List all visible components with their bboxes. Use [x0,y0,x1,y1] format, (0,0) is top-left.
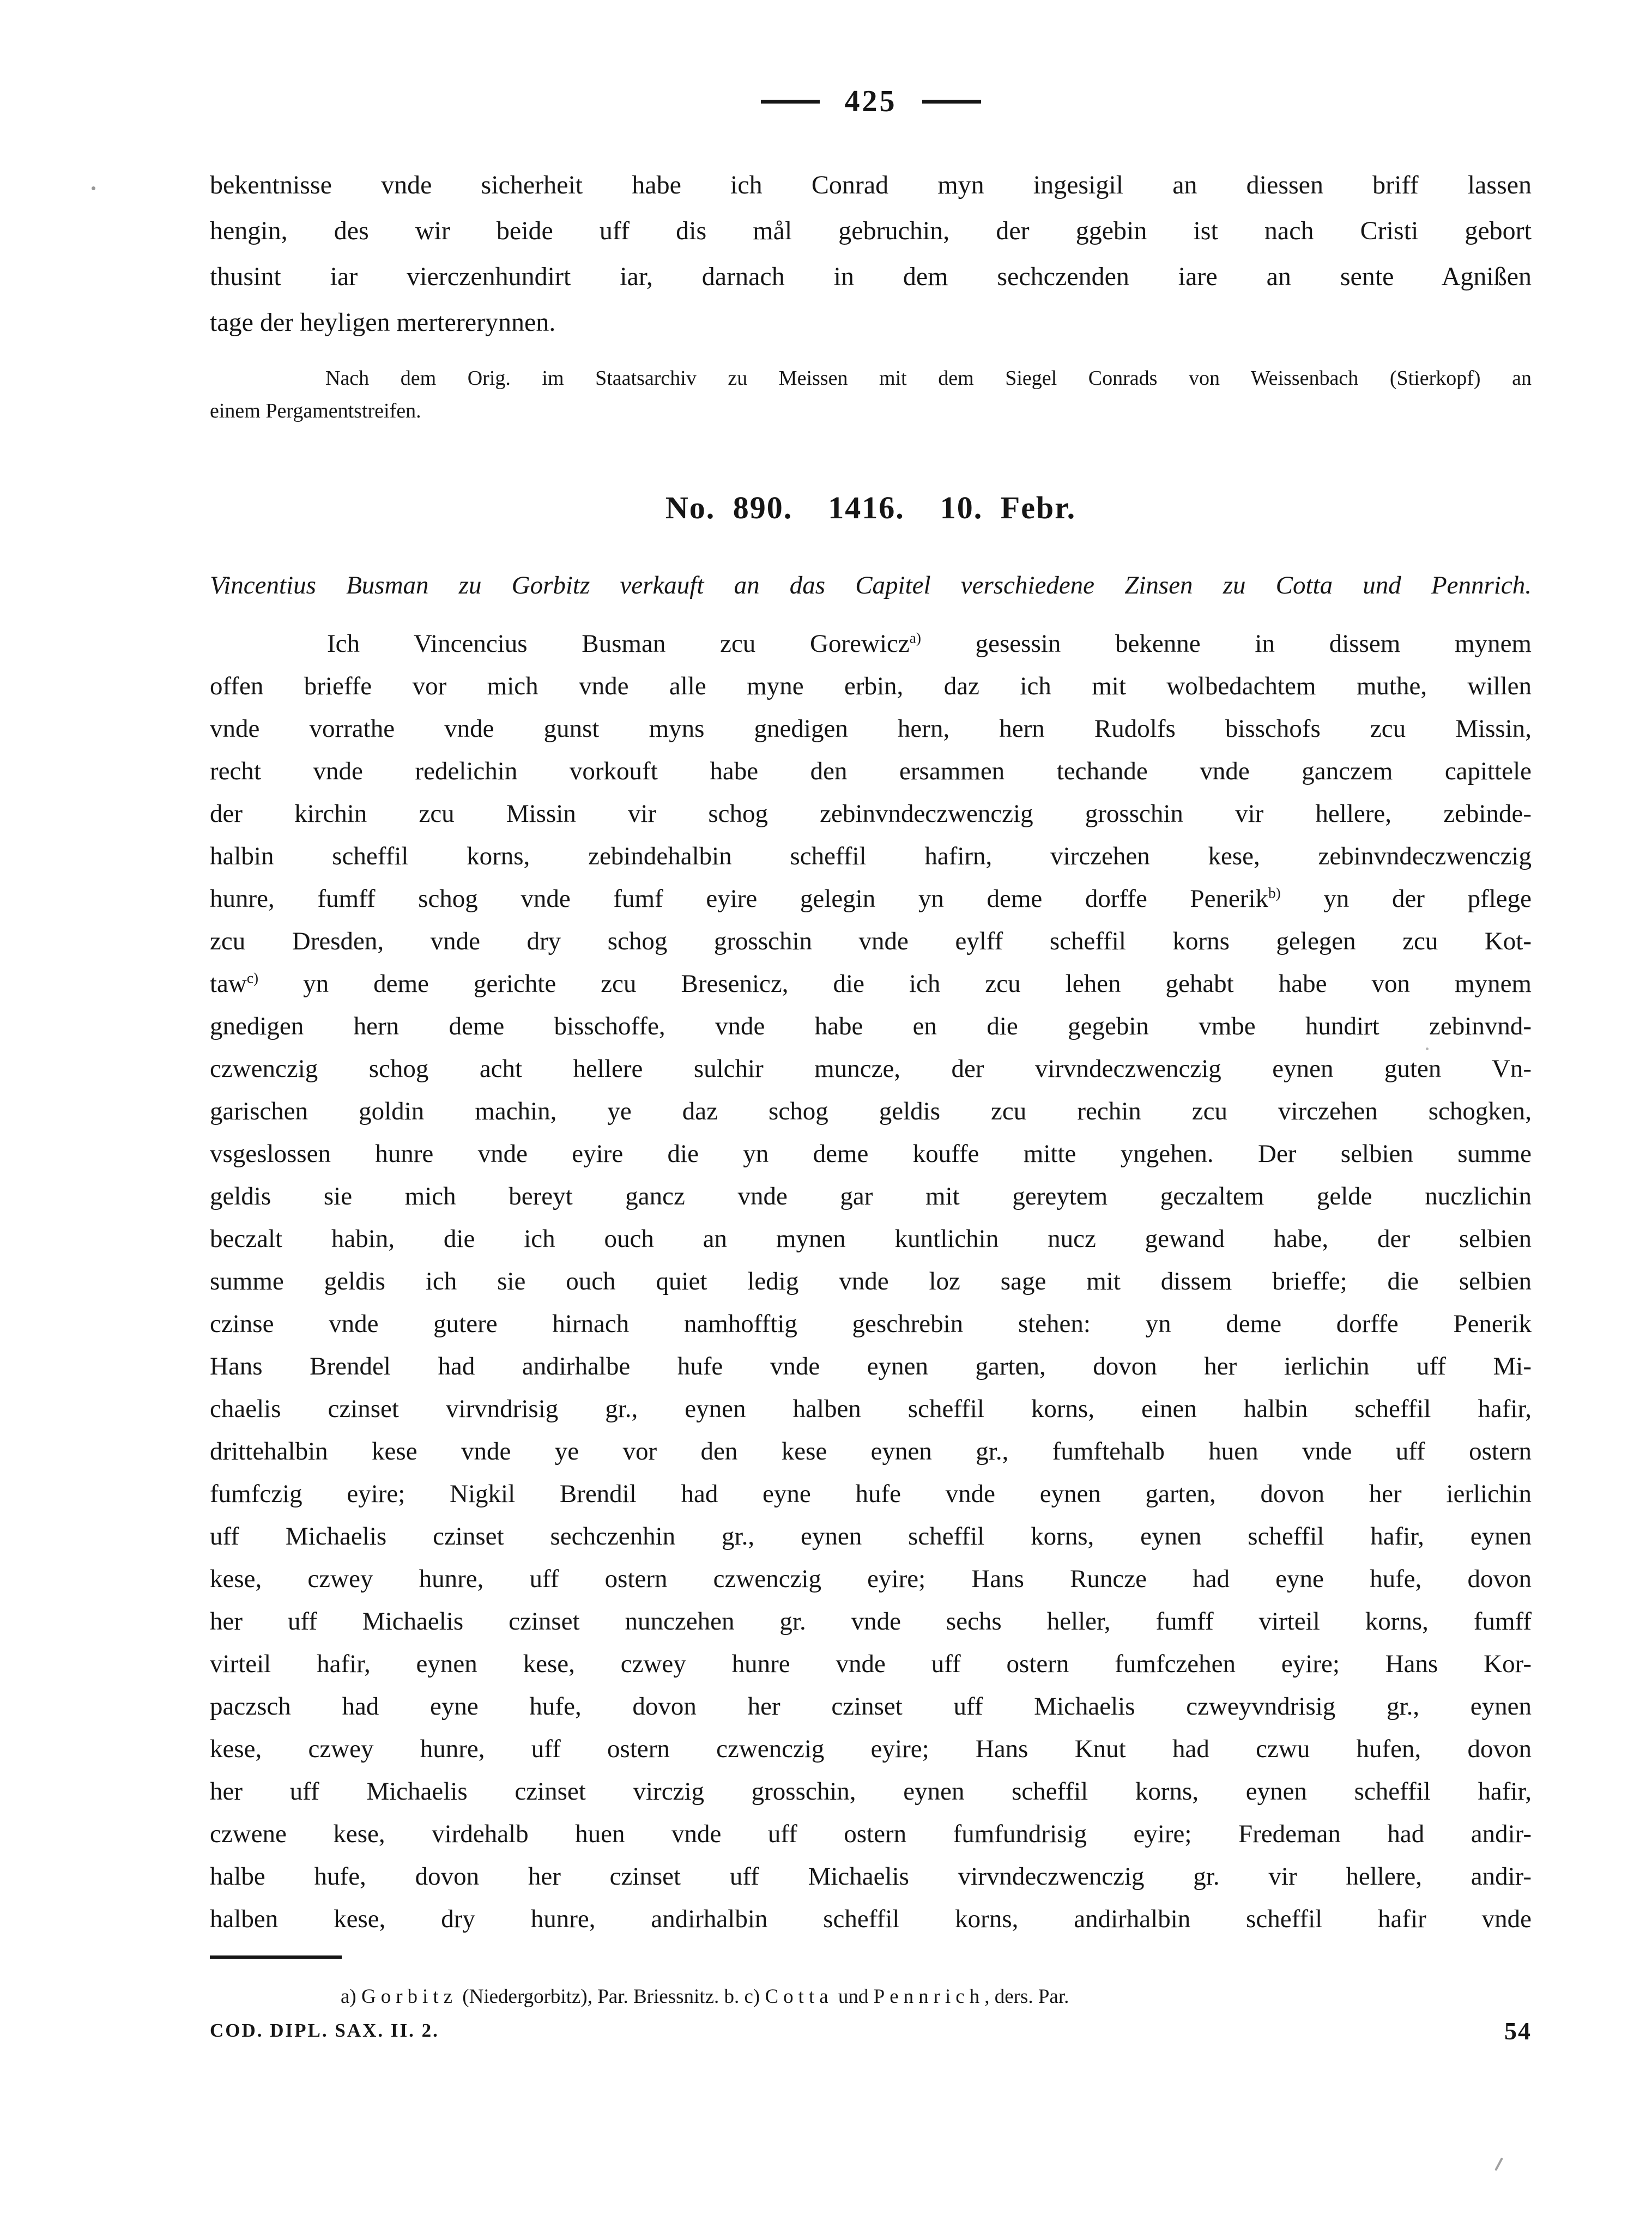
text-line: halben kese, dry hunre, andirhalbin scheffil korns, andirhalbin scheffil hafir vnde [210,1905,1532,1933]
text-line: tage der heyligen mertererynnen. [210,308,556,337]
page-number: 425 [844,84,897,118]
text-line: vsgeslossen hunre vnde eyire die yn deme kouffe mitte yngehen. Der selbien summe [210,1140,1532,1168]
scan-artifact [1494,2158,1503,2171]
text-line: thusint iar vierczenhundirt iar, darnach in dem sechczenden iare an sente Agnißen [210,262,1532,291]
continuation-paragraph [210,162,1532,346]
text-line: garischen goldin machin, ye daz schog geldis zcu rechin zcu virczehen schogken, [210,1097,1532,1125]
text-line: drittehalbin kese vnde ye vor den kese eynen gr., fumftehalb huen vnde uff ostern [210,1437,1532,1466]
page-header [210,86,1532,117]
letterspaced-name: Gorbitz [361,1985,458,2008]
text-line: der kirchin zcu Missin vir schog zebinvndeczwenczig grosschin vir hellere, zebinde- [210,800,1532,828]
text-line: halbin scheffil korns, zebindehalbin scheffil hafirn, virczehen kese, zebinvndeczwenczig [210,842,1532,870]
footnote-text: (Niedergorbitz), Par. Briessnitz. b. c) [457,1985,765,2008]
text-line: Ich Vincencius Busman zcu Gorewicz$^{a)}$ gesessin bekenne in dissem mynem [327,629,1532,658]
text-line: czwenczig schog acht hellere sulchir muncze, der virvndeczwenczig eynen guten Vn- [210,1055,1532,1083]
text-line: vnde vorrathe vnde gunst myns gnedigen hern, hern Rudolfs bisschofs zcu Missin, [210,715,1532,743]
letterspaced-name: Pennrich [873,1985,985,2008]
footnote-separator [210,1955,342,1959]
text-line: gnedigen hern deme bisschoffe, vnde habe en die gegebin vmbe hundirt zebinvnd- [210,1012,1532,1040]
footnote-line [210,1985,1652,2009]
entry-body [210,622,1532,1940]
text-line: fumfczig eyire; Nigkil Brendil had eyne hufe vnde eynen garten, dovon her ierlichin [210,1480,1532,1508]
text-line: hengin, des wir beide uff dis mål gebruchin, der ggebin ist nach Cristi gebort [210,216,1532,245]
text-line: recht vnde redelichin vorkouft habe den ersammen techande vnde ganczem capittele [210,757,1532,785]
edition-signature: COD. DIPL. SAX. II. 2. [210,2020,439,2041]
text-line: summe geldis ich sie ouch quiet ledig vnde loz sage mit dissem brieffe; die selbien [210,1267,1532,1295]
text-line: her uff Michaelis czinset virczig grosschin, eynen scheffil korns, eynen scheffil hafir, [210,1777,1532,1806]
text-line: kese, czwey hunre, uff ostern czwenczig eyire; Hans Runcze had eyne hufe, dovon [210,1565,1532,1593]
scan-artifact [1426,1048,1429,1050]
letterspaced-name: Cotta [765,1985,833,2008]
scan-artifact [92,186,95,190]
text-line: chaelis czinset virvndrisig gr., eynen halben scheffil korns, einen halbin scheffil hafir, [210,1395,1532,1423]
text-line: uff Michaelis czinset sechczenhin gr., eynen scheffil korns, eynen scheffil hafir, eynen [210,1522,1532,1551]
text-line: taw$^{c)}$ yn deme gerichte zcu Bresenicz, die ich zcu lehen gehabt habe von mynem [210,970,1532,998]
footnote-text: a) [341,1985,361,2008]
text-line: halbe hufe, dovon her czinset uff Michaelis virvndeczwenczig gr. vir hellere, andir- [210,1862,1532,1891]
text-line: her uff Michaelis czinset nunczehen gr. vnde sechs heller, fumff virteil korns, fumff [210,1607,1532,1636]
footnote-text: und [833,1985,874,2008]
text-line: einem Pergamentstreifen. [210,399,421,422]
text-line: kese, czwey hunre, uff ostern czwenczig eyire; Hans Knut had czwu hufen, dovon [210,1735,1532,1763]
text-line: Hans Brendel had andirhalbe hufe vnde eynen garten, dovon her ierlichin uff Mi- [210,1352,1532,1381]
header-dash-left [761,100,820,104]
text-line: Nach dem Orig. im Staatsarchiv zu Meissen mit dem Siegel Conrads von Weissenbach (Stierkopf) an [325,367,1532,390]
text-line: czinse vnde gutere hirnach namhofftig geschrebin stehen: yn deme dorffe Penerik [210,1310,1532,1338]
header-dash-right [922,100,981,104]
text-line: bekentnisse vnde sicherheit habe ich Conrad myn ingesigil an diessen briff lassen [210,171,1532,199]
sheet-number: 54 [1504,2017,1532,2045]
footnote-text: , ders. Par. [984,1985,1069,2008]
text-line: paczsch had eyne hufe, dovon her czinset uff Michaelis czweyvndrisig gr., eynen [210,1692,1532,1721]
entry-heading: No. 890. 1416. 10. Febr. [665,490,1076,525]
text-line: zcu Dresden, vnde dry schog grosschin vnde eylff scheffil korns gelegen zcu Kot- [210,927,1532,955]
text-line: czwene kese, virdehalb huen vnde uff ostern fumfundrisig eyire; Fredeman had andir- [210,1820,1532,1848]
text-line: beczalt habin, die ich ouch an mynen kuntlichin nucz gewand habe, der selbien [210,1225,1532,1253]
text-line: geldis sie mich bereyt gancz vnde gar mit gereytem geczaltem gelde nuczlichin [210,1182,1532,1210]
provenance-note [210,362,1532,427]
entry-subtitle: Vincentius Busman zu Gorbitz verkauft an das Capitel verschiedene Zinsen zu Cotta und Pennrich. [210,571,1532,600]
text-line: virteil hafir, eynen kese, czwey hunre vnde uff ostern fumfczehen eyire; Hans Kor- [210,1650,1532,1678]
page-footer [210,2017,1532,2045]
text-line: hunre, fumff schog vnde fumf eyire gelegin yn deme dorffe Penerik$^{b)}$ yn der pflege [210,885,1532,913]
text-line: offen brieffe vor mich vnde alle myne erbin, daz ich mit wolbedachtem muthe, willen [210,672,1532,700]
